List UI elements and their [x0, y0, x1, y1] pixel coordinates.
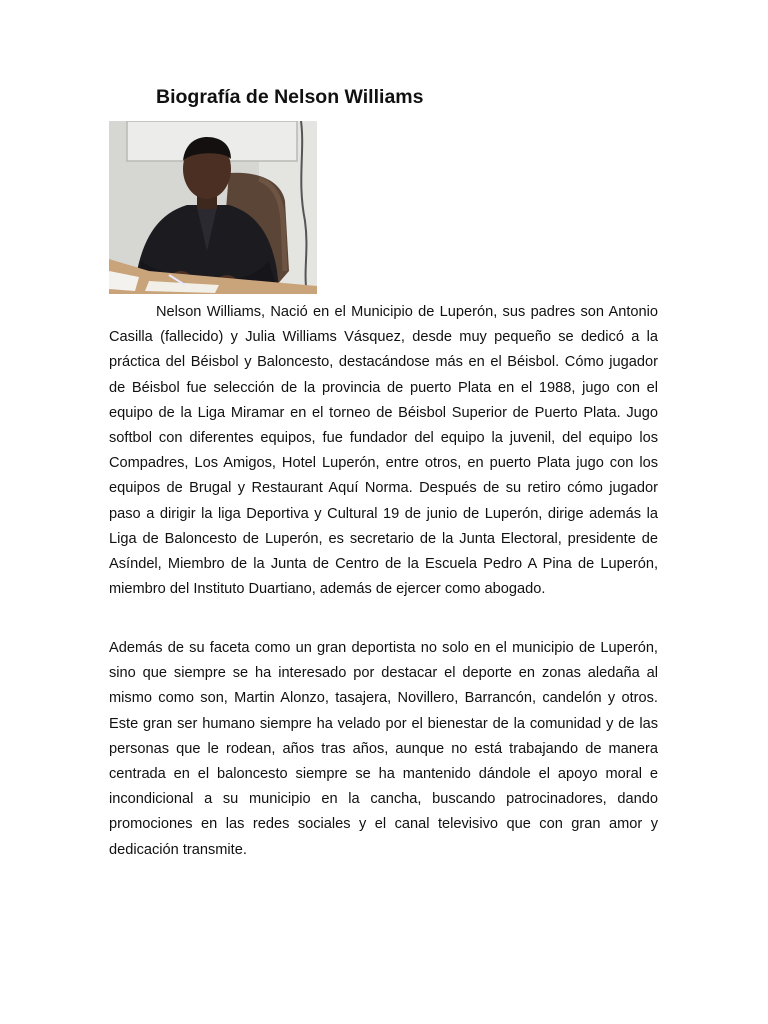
- paragraph-1: Nelson Williams, Nació en el Municipio de Luperón, sus padres son Antonio Casilla (fallecido) y Julia Williams Vásquez, desde muy pequeño se dedicó a la práctica del Béisbol y Baloncesto, destacándose más en el Béisbol. Cómo jugador de Béisbol fue selección de la provincia de puerto Plata en el 1988, jugo con el equipo de la Liga Miramar en el torneo de Béisbol Superior de Puerto Plata. Jugo softbol con diferentes equipos, fue fundador del equipo la juvenil, del equipo los Compadres, Los Amigos, Hotel Luperón, entre otros, en puerto Plata jugo con los equipos de Brugal y Restaurant Aquí Norma. Después de su retiro cómo jugador paso a dirigir la liga Deportiva y Cultural 19 de junio de Luperón, dirige además la Liga de Baloncesto de Luperón, es secretario de la Junta Electoral, presidente de Asíndel, Miembro de la Junta de Centro de la Escuela Pedro A Pina de Luperón, miembro del Instituto Duartiano, además de ejercer como abogado.: [109, 304, 658, 598]
- paragraph-2: Además de su faceta como un gran deportista no solo en el municipio de Luperón, sino que siempre se ha interesado por destacar el deporte en zonas aledaña al mismo como son, Martin Alonzo, tasajera, Novillero, Barrancón, candelón y otros. Este gran ser humano siempre ha velado por el bienestar de la comunidad y de las personas que le rodean, años tras años, aunque no está trabajando de manera centrada en el baloncesto siempre se ha mantenido dándole el apoyo moral e incondicional a su municipio en la cancha, buscando patrocinadores, dando promociones en las redes sociales y el canal televisivo que con gran amor y dedicación transmite.: [109, 640, 658, 858]
- portrait-photo: [109, 121, 317, 294]
- document-title: Biografía de Nelson Williams: [156, 86, 424, 108]
